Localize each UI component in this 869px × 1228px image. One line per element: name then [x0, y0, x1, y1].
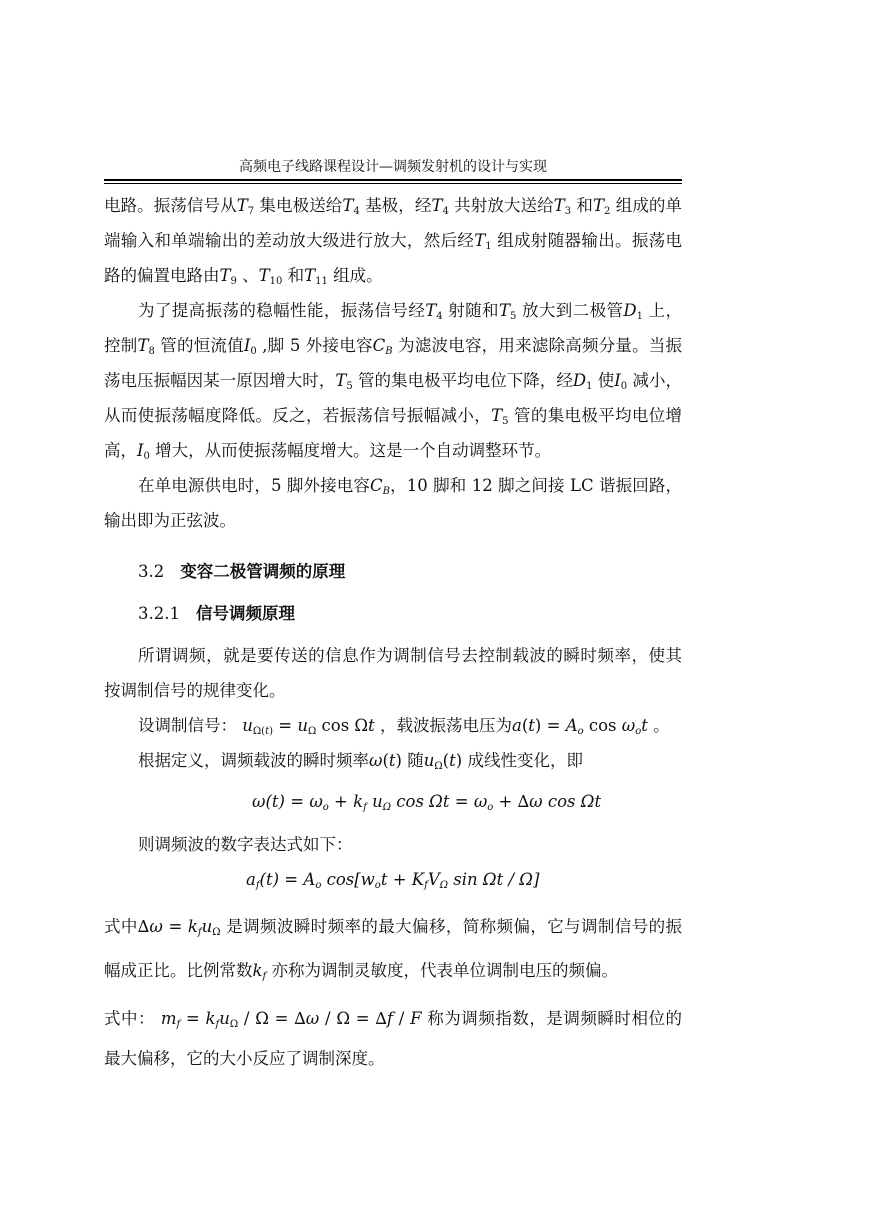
header-rule-thin	[104, 183, 682, 184]
paragraph-instantaneous-frequency: 根据定义，调频载波的瞬时频率ω(t) 随$u_\Omega(t)$ 成线性变化，即	[138, 751, 583, 772]
paragraph-modulation-index: 式中： $m_f = k_fu_\Omega / \Omega = \Delta\omega / \Omega = \Delta f / F$ 称为调频指数，是调频瞬时相位的最大偏移，它的大小反应了调制深度。	[104, 1009, 682, 1068]
header-rule-thick	[104, 179, 682, 181]
paragraph-fm-definition: 所谓调频，就是要传送的信息作为调制信号去控制载波的瞬时频率，使其按调制信号的规律变化。	[104, 646, 682, 700]
formula-fm-wave: $a_f(t) = A_o$ $\cos[w_ot + K_fV_\Omega$ sin Ωt / Ω]	[246, 870, 540, 891]
section-heading-3-2-1: 3.2.1 信号调频原理	[138, 604, 295, 623]
running-header: 高频电子线路课程设计—调频发射机的设计与实现	[239, 159, 547, 175]
paragraph-fm-expression: 则调频波的数字表达式如下：	[138, 835, 353, 854]
formula-instantaneous-frequency: $\omega(t) = \omega_o + k_f$ $u_\Omega$ $\cos \Omega t = \omega_o + \Delta\omega$ cos Ωt	[252, 792, 602, 813]
paragraph-single-supply: 在单电源供电时，5 脚外接电容$C_B$，10 脚和 12 脚之间接 LC 谐振回路，输出即为正弦波。	[104, 476, 682, 530]
paragraph-oscillator-circuit: 电路。振荡信号从$T_7$ 集电极送给$T_4$ 基极，经$T_4$ 共射放大送给$T_3$ 和$T_2$ 组成的单端输入和单端输出的差动放大级进行放大，然后经$T_1$ 组成射随器输出。振荡电路的偏置电路由$T_9$ 、$T_{10}$ 和$T_{11}$ 组成。	[104, 196, 683, 287]
paragraph-modulation-signal: 设调制信号： $u_{\Omega(t)} = u_\Omega$ cos Ωt ，载波振荡电压为$a(t) = A_o$ $\cos \omega_ot$ 。	[138, 716, 670, 737]
section-heading-3-2: 3.2 变容二极管调频的原理	[138, 562, 346, 581]
paragraph-amplitude-stabilization: 为了提高振荡的稳幅性能，振荡信号经$T_4$ 射随和$T_5$ 放大到二极管$D_1$ 上，控制$T_8$ 管的恒流值$I_0$ ,脚 5 外接电容$C_B$ 为滤波电容，用来滤除高频分量。当振荡电压振幅因某一原因增大时，$T_5$ 管的集电极平均电位下降，经$D_1$ 使$I_0$ 减小，从而使振荡幅度降低。反之，若振荡信号振幅减小，$T_5$ 管的集电极平均电位增高，$I_0$ 增大，从而使振荡幅度增大。这是一个自动调整环节。	[104, 301, 683, 462]
paragraph-frequency-deviation: 式中$\Delta\omega = k_fu_\Omega$ 是调频波瞬时频率的最大偏移，简称频偏，它与调制信号的振幅成正比。比例常数$k_f$ 亦称为调制灵敏度，代表单位调制电压的频偏。	[104, 917, 683, 982]
page-body	[104, 188, 682, 1079]
